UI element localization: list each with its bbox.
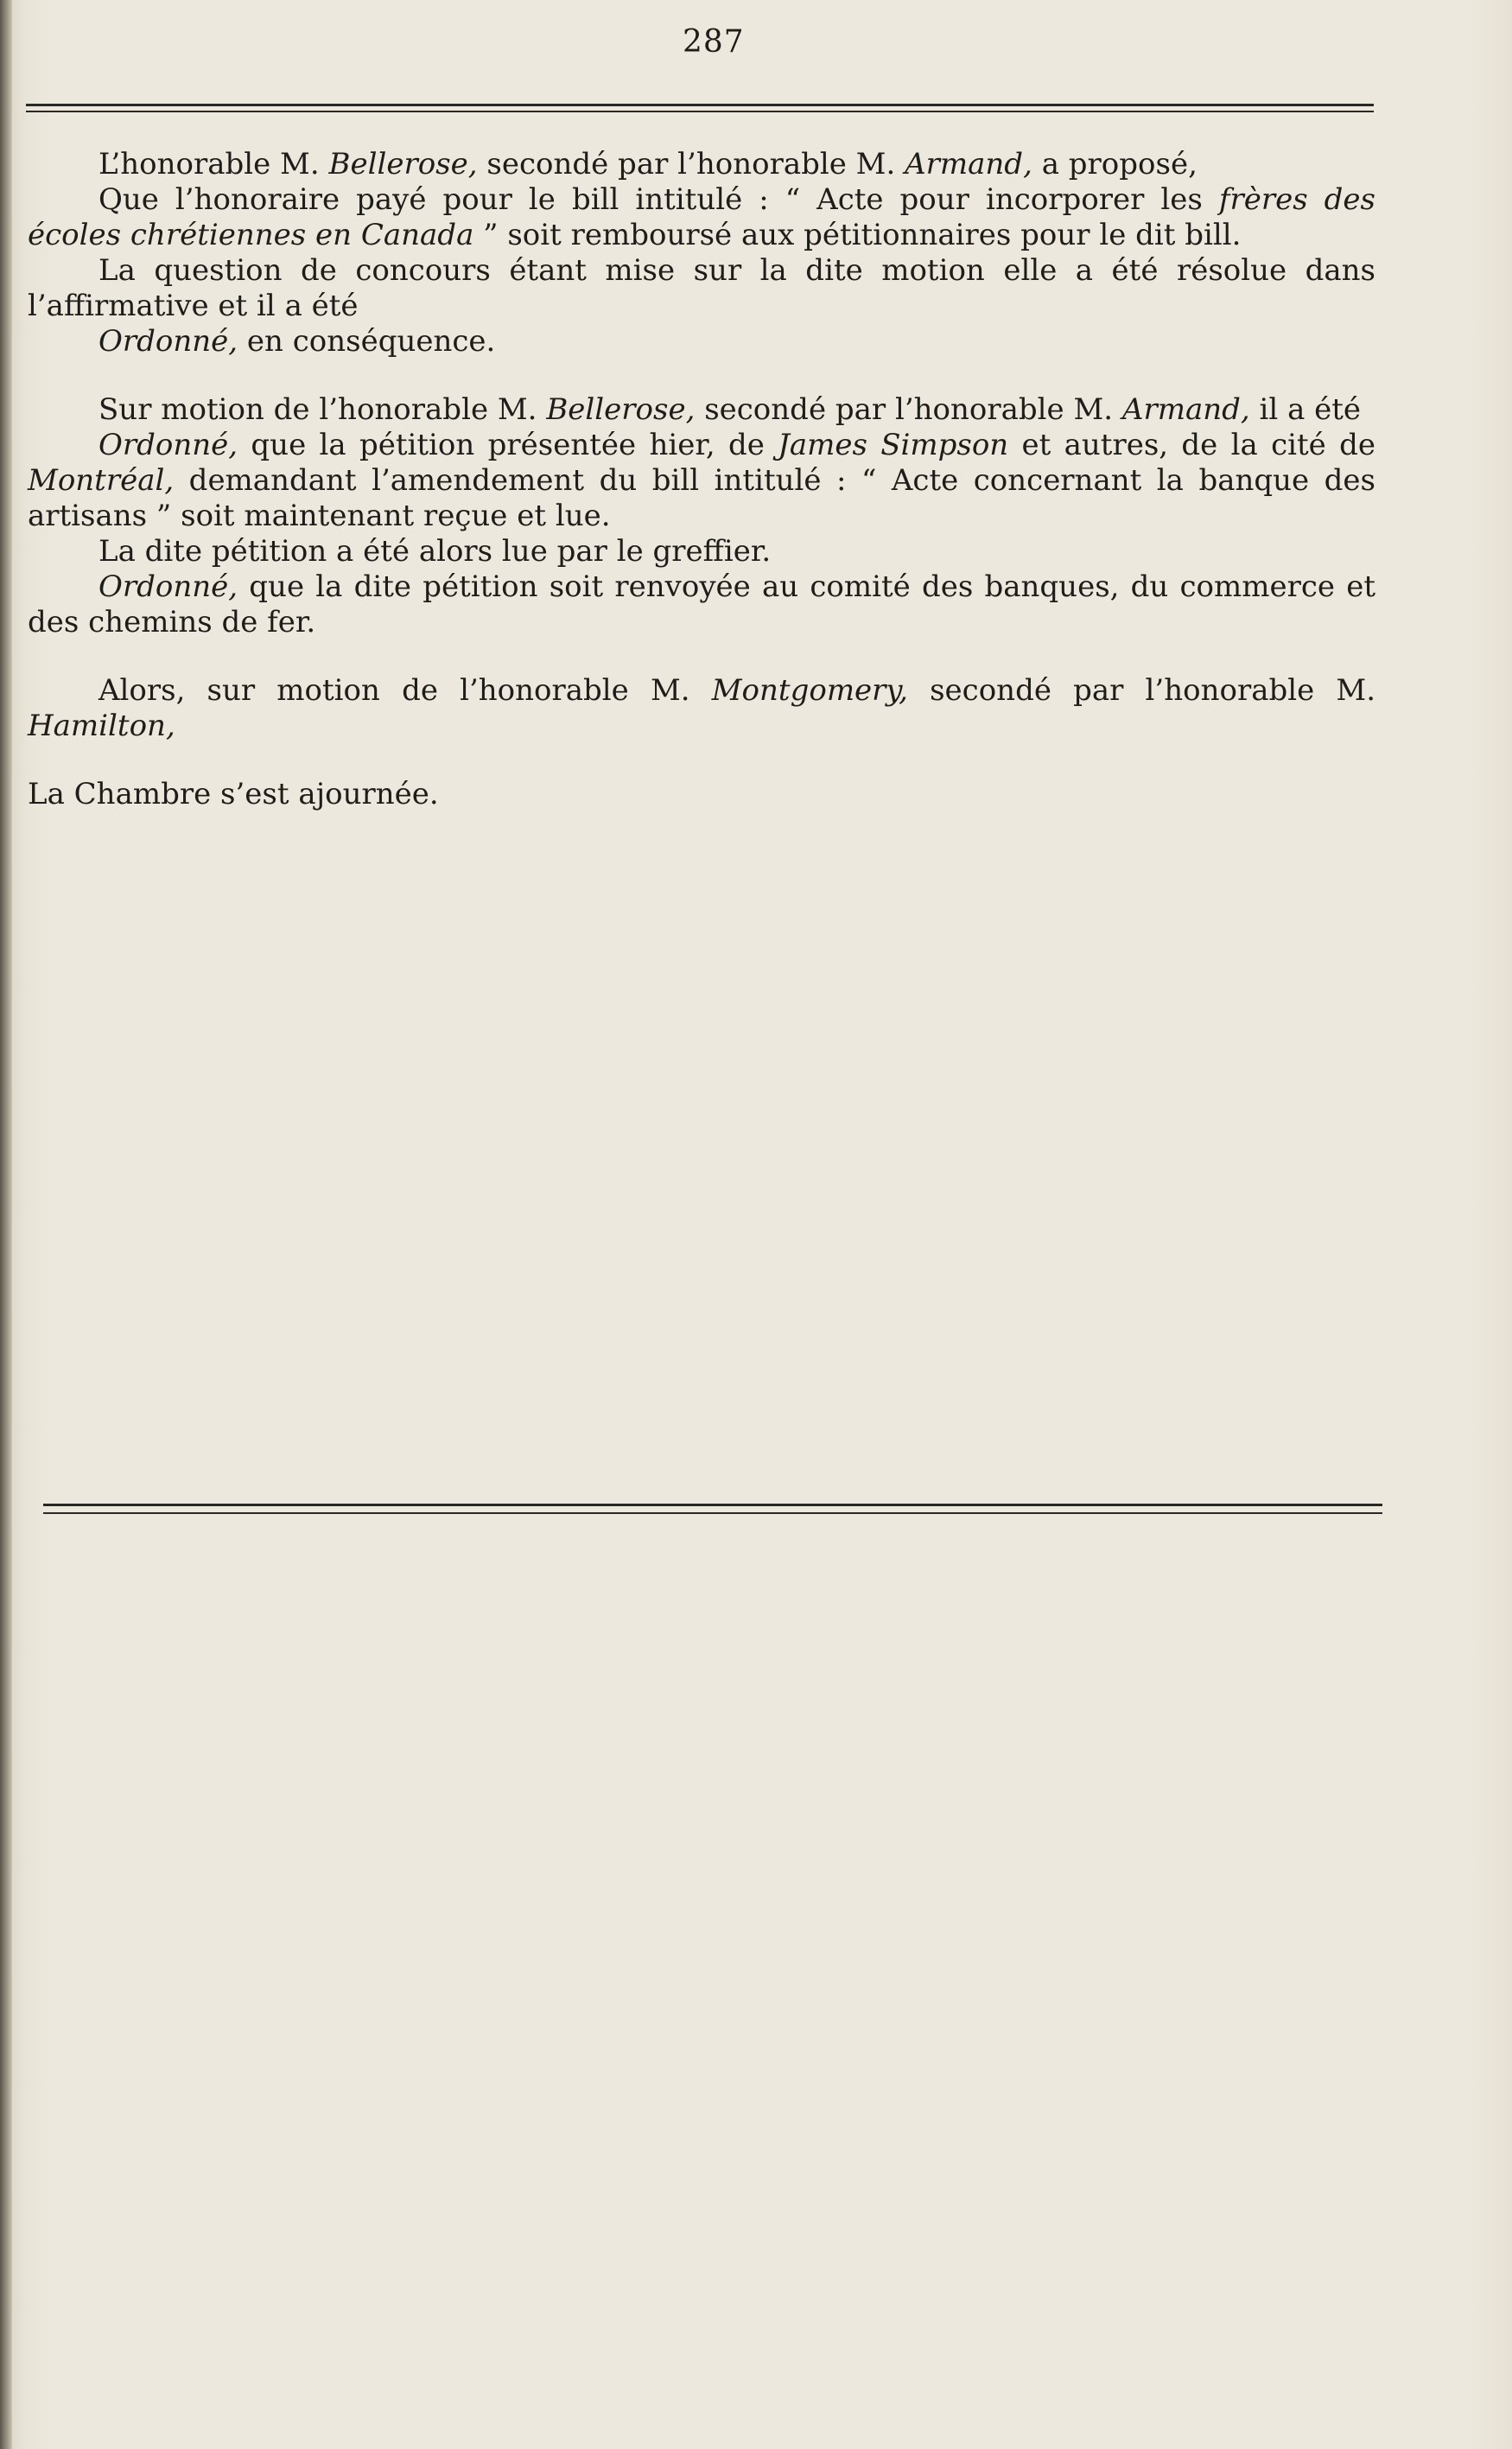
paragraph-ordonne-consequence: Ordonné, en conséquence. — [98, 324, 496, 359]
page-binding-edge — [0, 0, 12, 2449]
page-number: 287 — [683, 24, 745, 60]
paragraph-honoraire: Que l’honoraire payé pour le bill intitulé : “ Acte pour incorporer les frères des écoles chrétiennes en Canada ” soit remboursé aux pétitionnaires pour le dit bill. — [28, 182, 1375, 252]
paragraph-motion-bellerose: L’honorable M. Bellerose, secondé par l’honorable M. Armand, a proposé, — [98, 147, 1198, 181]
paragraph-chambre-ajournee: La Chambre s’est ajournée. — [28, 777, 439, 811]
bottom-rule-thin — [43, 1512, 1382, 1514]
paragraph-question-concours: La question de concours étant mise sur la dite motion elle a été résolue dans l’affirmative et il a été — [28, 253, 1375, 323]
paragraph-petition-lue: La dite pétition a été alors lue par le greffier. — [98, 534, 772, 569]
paragraph-petition-renvoyee: Ordonné, que la dite pétition soit renvoyée au comité des banques, du commerce et des chemins de fer. — [28, 569, 1375, 639]
top-rule — [26, 104, 1374, 106]
bottom-rule — [43, 1504, 1382, 1506]
body-text — [28, 147, 1375, 812]
paragraph-petition-simpson: Ordonné, que la pétition présentée hier, de James Simpson et autres, de la cité de Montréal, demandant l’amendement du bill intitulé : “ Acte concernant la banque des artisans ” soit maintenant reçue et lue. — [28, 428, 1375, 533]
paragraph-ajournement-motion: Alors, sur motion de l’honorable M. Montgomery, secondé par l’honorable M. Hamilton, — [28, 673, 1376, 743]
paragraph-sur-motion: Sur motion de l’honorable M. Bellerose, secondé par l’honorable M. Armand, il a été — [98, 392, 1362, 427]
top-rule-thin — [26, 111, 1374, 112]
